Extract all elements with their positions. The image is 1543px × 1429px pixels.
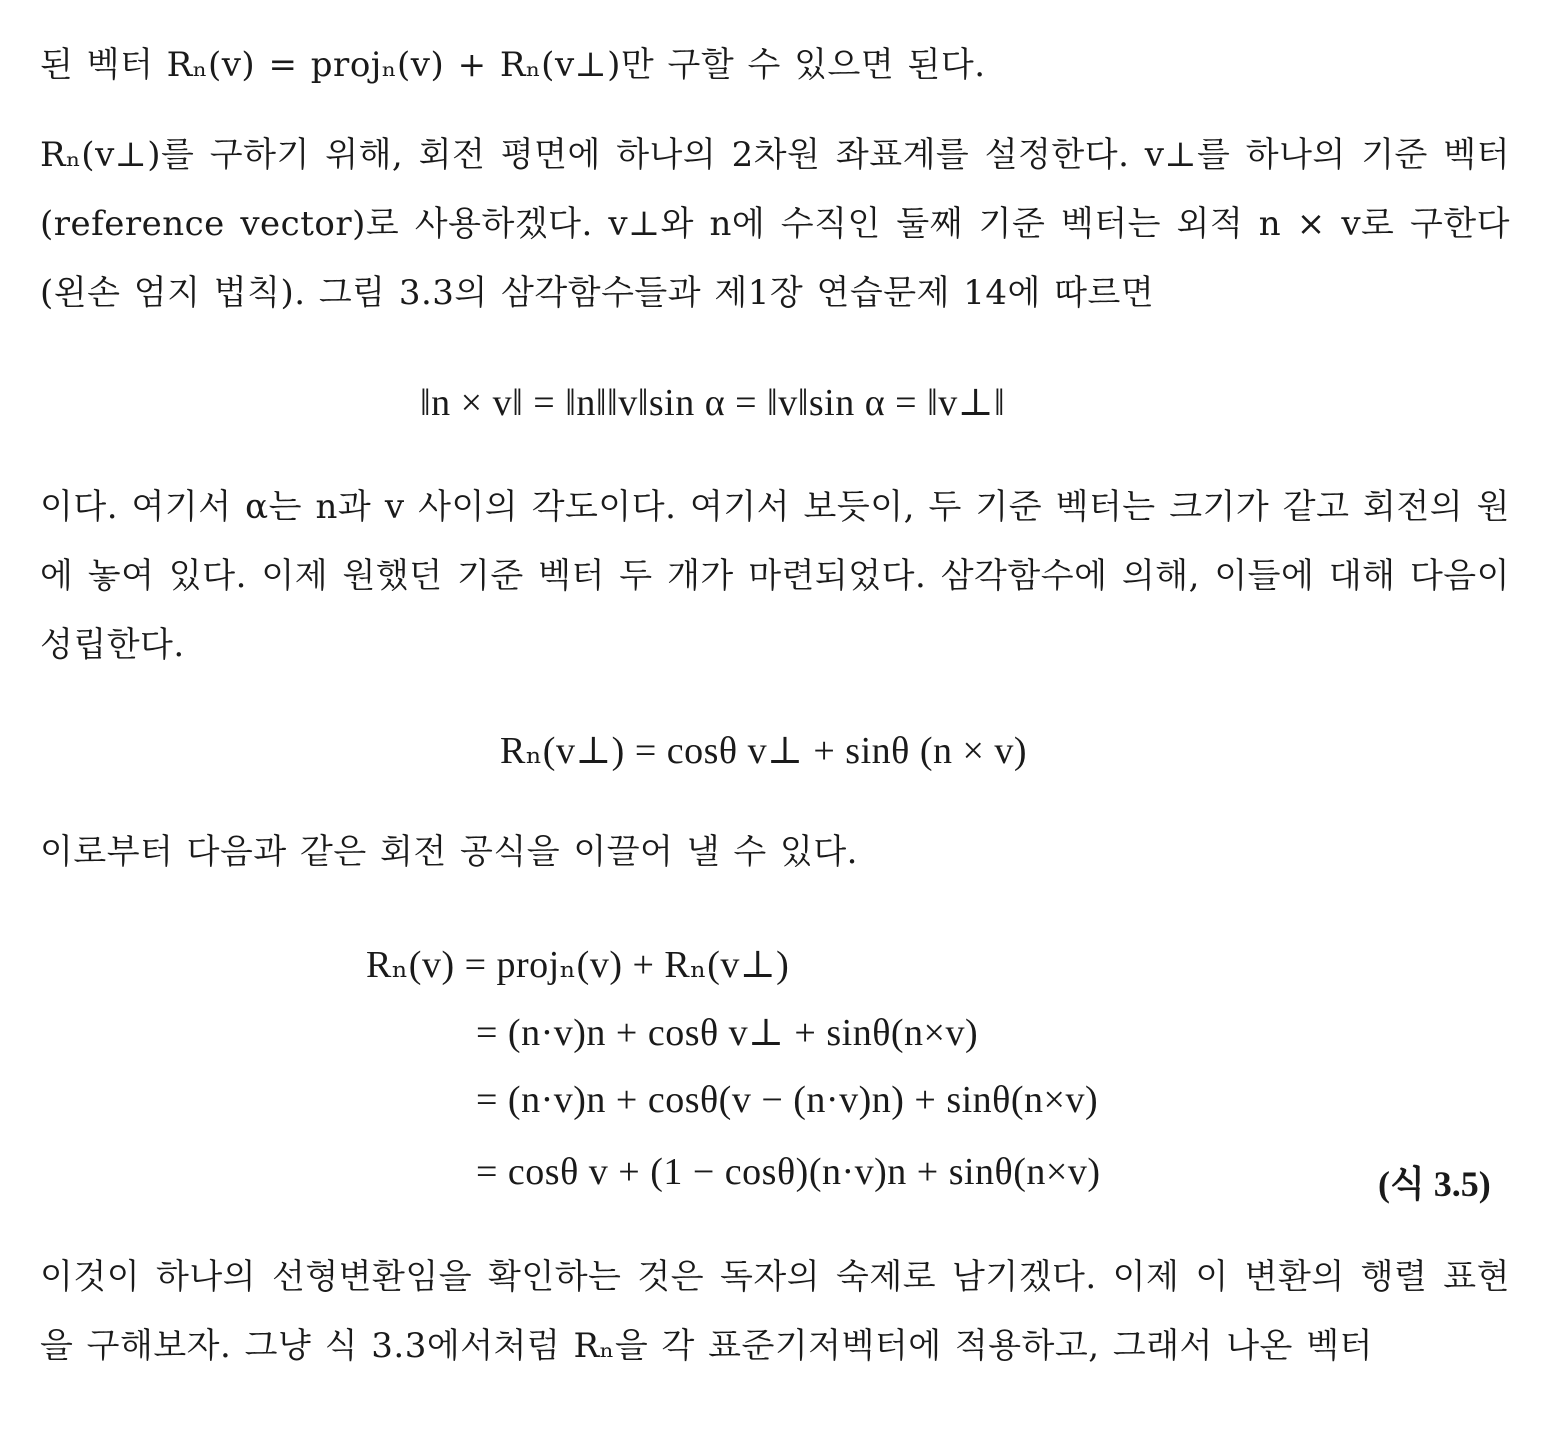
paragraph-intro: 된 벡터 Rₙ(v) = projₙ(v) + Rₙ(v⊥)만 구할 수 있으면 된다. [40,45,986,85]
equation-rotation-line-1: Rₙ(v) = projₙ(v) + Rₙ(v⊥) [366,944,790,986]
equation-rotation-line-2: = (n·v)n + cosθ v⊥ + sinθ(n×v) [476,1012,979,1054]
paragraph-linear-transform: 이것이 하나의 선형변환임을 확인하는 것은 독자의 숙제로 남기겠다. 이제 이 변환의 행렬 표현을 구해보자. 그냥 식 3.3에서처럼 Rₙ을 각 표준기저벡터에 적용하고, 그래서 나온 벡터 [40,1257,1510,1366]
paragraph-reference-vectors: 이다. 여기서 α는 n과 v 사이의 각도이다. 여기서 보듯이, 두 기준 벡터는 크기가 같고 회전의 원에 놓여 있다. 이제 원했던 기준 벡터 두 개가 마련되었다. 삼각함수에 의해, 이들에 대해 다음이 성립한다. [40,487,1510,665]
equation-rotation-perp: Rₙ(v⊥) = cosθ v⊥ + sinθ (n × v) [500,730,1028,772]
equation-rotation-line-3: = (n·v)n + cosθ(v − (n·v)n) + sinθ(n×v) [476,1079,1099,1121]
equation-cross-product-norm: ‖n × v‖ = ‖n‖‖v‖sin α = ‖v‖sin α = ‖v⊥‖ [420,382,1006,424]
paragraph-coordinate-system: Rₙ(v⊥)를 구하기 위해, 회전 평면에 하나의 2차원 좌표계를 설정한다. v⊥를 하나의 기준 벡터(reference vector)로 사용하겠다. v⊥와 n에 수직인 둘째 기준 벡터는 외적 n × v로 구한다(왼손 엄지 법칙). 그림 3.3의 삼각함수들과 제1장 연습문제 14에 따르면 [40,135,1510,313]
paragraph-derive-formula: 이로부터 다음과 같은 회전 공식을 이끌어 낼 수 있다. [40,832,858,872]
equation-number-label: (식 3.5) [1378,1164,1491,1204]
equation-rotation-line-4: = cosθ v + (1 − cosθ)(n·v)n + sinθ(n×v) [476,1151,1101,1193]
